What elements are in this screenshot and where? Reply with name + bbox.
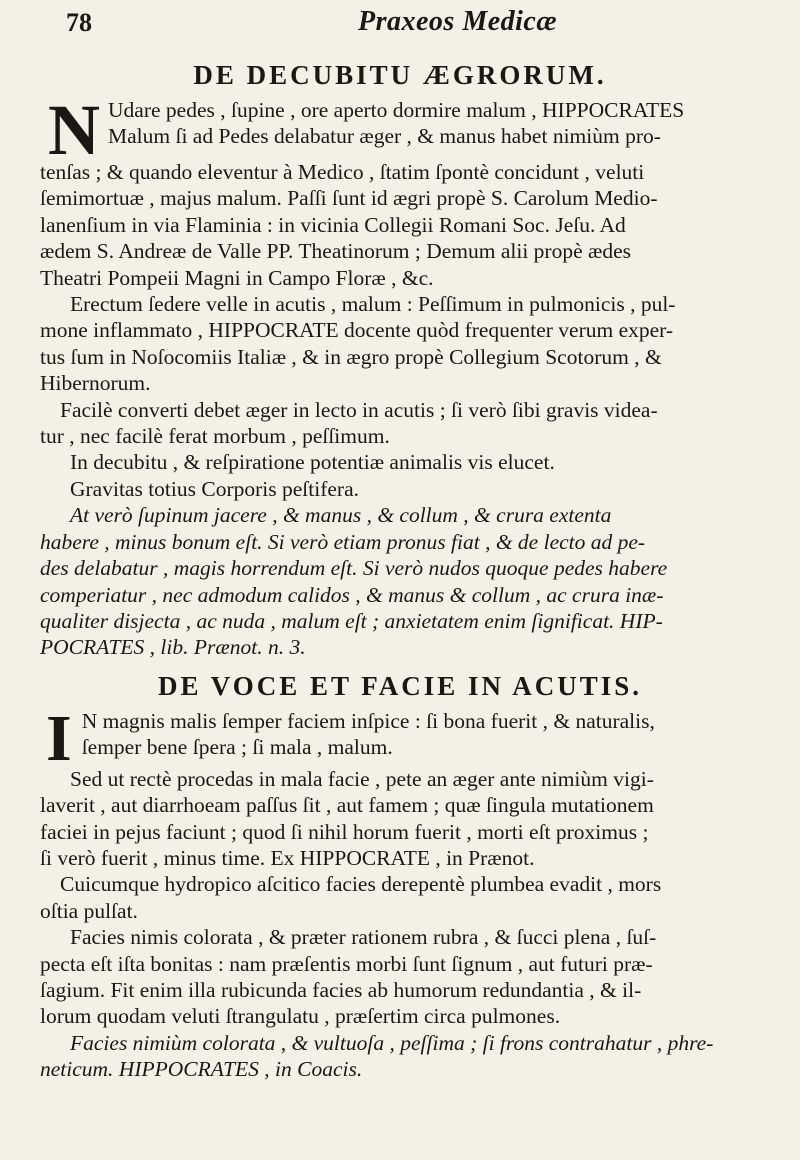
text-line: qualiter disjecta , ac nuda , malum eſt ; anxietatem enim ſignificat. HIP- — [40, 608, 663, 633]
text-line: tus ſum in Noſocomiis Italiæ , & in ægro propè Collegium Scotorum , & — [40, 344, 662, 369]
section-heading-decubitu: DE DECUBITU ÆGRORUM. — [193, 60, 607, 90]
italic-paragraph — [40, 1030, 760, 1083]
text-line: ſagium. Fit enim illa rubicunda facies ab humorum redundantia , & il- — [40, 977, 642, 1002]
paragraph — [40, 476, 760, 502]
text-line: Facilè converti debet æger in lecto in acutis ; ſi verò ſibi gravis videa- — [60, 397, 658, 422]
paragraph — [40, 397, 760, 450]
text-line: Erectum ſedere velle in acutis , malum : Peſſimum in pulmonicis , pul- — [70, 292, 676, 317]
drop-cap: N — [48, 90, 100, 170]
text-line: laverit , aut diarrhoeam paſſus ſit , aut famem ; quæ ſingula mutationem — [40, 793, 654, 818]
text-line: Theatri Pompeii Magni in Campo Floræ , &c. — [40, 265, 434, 290]
text-line: lorum quodam veluti ſtrangulatu , præſertim circa pulmones. — [40, 1004, 561, 1029]
paragraph — [40, 291, 760, 397]
text-line: POCRATES , lib. Prænot. n. 3. — [40, 635, 306, 660]
text-line: ſi verò fuerit , minus time. Ex HIPPOCRATE , in Prænot. — [40, 845, 535, 870]
text-line: Cuicumque hydropico aſcitico facies derepentè plumbea evadit , mors — [60, 872, 662, 897]
drop-cap: I — [46, 701, 72, 775]
text-line: neticum. HIPPOCRATES , in Coacis. — [40, 1057, 363, 1082]
running-title: Praxeos Medicæ — [358, 6, 558, 37]
paragraph — [40, 90, 760, 291]
text-line: In decubitu , & reſpiratione potentiæ animalis vis elucet. — [70, 450, 555, 475]
section-heading-voce-facie: DE VOCE ET FACIE IN ACUTIS. — [157, 670, 643, 701]
text-line: Udare pedes , ſupine , ore aperto dormire malum , HIPPOCRATES — [108, 98, 685, 122]
paragraph — [40, 766, 760, 872]
text-line: Sed ut rectè procedas in mala facie , pete an æger ante nimiùm vigi- — [70, 766, 654, 791]
text-line: Malum ſi ad Pedes delabatur æger , & manus habet nimiùm pro- — [108, 124, 661, 149]
text-line: lanenſium in via Flaminia : in vicinia Collegii Romani Soc. Jeſu. Ad — [40, 212, 626, 237]
paragraph — [40, 871, 760, 924]
text-line: mone inflammato , HIPPOCRATE docente quòd frequenter verum exper- — [40, 318, 674, 343]
text-line: At verò ſupinum jacere , & manus , & collum , & crura extenta — [70, 503, 612, 528]
page-number: 78 — [66, 8, 92, 37]
running-head — [40, 0, 760, 56]
paragraph — [40, 924, 760, 1030]
text-line: Facies nimiùm colorata , & vultuoſa , peſſima ; ſi frons contrahatur , phre- — [70, 1030, 714, 1055]
text-line: faciei in pejus faciunt ; quod ſi nihil horum fuerit , morti eſt proximus ; — [40, 819, 649, 844]
text-line: habere , minus bonum eſt. Si verò etiam pronus fiat , & de lecto ad pe- — [40, 529, 646, 554]
text-line: ſemper bene ſpera ; ſi mala , malum. — [81, 735, 393, 760]
text-line: oſtia pulſat. — [40, 898, 138, 923]
text-line: Gravitas totius Corporis peſtifera. — [70, 476, 359, 501]
text-line: ædem S. Andreæ de Valle PP. Theatinorum ; Demum alii propè ædes — [40, 239, 631, 264]
text-line: Hibernorum. — [40, 371, 151, 396]
text-line: des delabatur , magis horrendum eſt. Si verò nudos quoque pedes habere — [40, 556, 668, 581]
text-line: N magnis malis ſemper faciem inſpice : ſi bona fuerit , & naturalis, — [81, 708, 655, 733]
text-line: tur , nec facilè ferat morbum , peſſimum. — [40, 424, 390, 449]
text-line: tenſas ; & quando eleventur à Medico , ſtatim ſpontè concidunt , veluti — [40, 160, 645, 184]
paragraph — [40, 701, 760, 775]
paragraph — [40, 449, 760, 475]
text-line: comperiatur , nec admodum calidos , & manus & collum , ac crura inæ- — [40, 582, 664, 607]
text-line: Facies nimis colorata , & præter rationem rubra , & ſucci plena , ſuſ- — [70, 925, 657, 950]
italic-paragraph — [40, 502, 760, 660]
text-line: pecta eſt iſta bonitas : nam præſentis morbi ſunt ſignum , aut futuri præ- — [40, 951, 653, 976]
text-line: ſemimortuæ , majus malum. Paſſi ſunt id ægri propè S. Carolum Medio- — [40, 186, 658, 211]
